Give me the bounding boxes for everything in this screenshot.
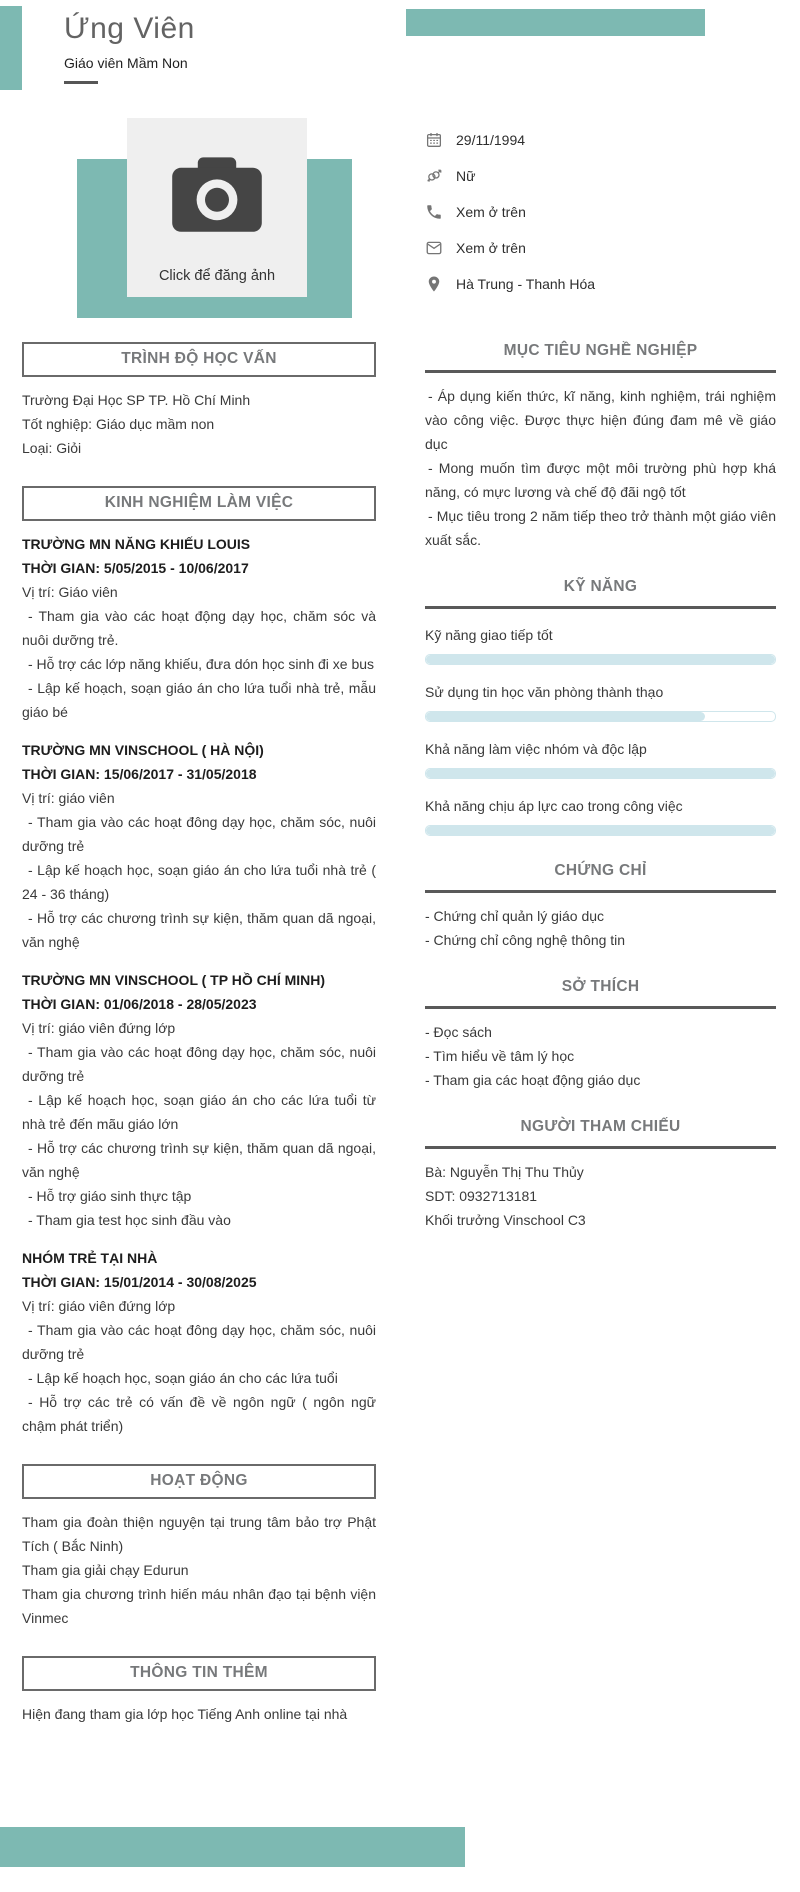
skill-item bbox=[425, 624, 776, 665]
skill-item bbox=[425, 738, 776, 779]
job-bullet: - Tham gia vào các hoạt đông dạy học, chăm sóc, nuôi dưỡng trẻ bbox=[22, 814, 376, 854]
address-value: Hà Trung - Thanh Hóa bbox=[456, 276, 596, 292]
contact-row-address bbox=[425, 266, 595, 302]
section-title-skills: KỸ NĂNG bbox=[425, 578, 776, 609]
gender-icon bbox=[425, 167, 443, 185]
candidate-name: Ứng Viên bbox=[64, 12, 195, 45]
section-education bbox=[22, 342, 376, 460]
skill-label: Khả năng làm việc nhóm và độc lập bbox=[425, 741, 647, 757]
section-title-activities: HOẠT ĐỘNG bbox=[22, 1464, 376, 1499]
section-certificates bbox=[425, 862, 776, 952]
skill-label: Sử dụng tin học văn phòng thành thạo bbox=[425, 684, 664, 700]
skill-bar-fill bbox=[426, 826, 775, 835]
education-line: Loại: Giỏi bbox=[22, 440, 82, 456]
job-entry bbox=[22, 968, 376, 1232]
job-company: TRƯỜNG MN NĂNG KHIẾU LOUIS bbox=[22, 536, 251, 552]
section-title-hobbies: SỞ THÍCH bbox=[425, 978, 776, 1009]
skill-item bbox=[425, 681, 776, 722]
identity-header bbox=[64, 12, 195, 84]
activity-line: Tham gia đoàn thiện nguyện tại trung tâm bảo trợ Phật Tích ( Bắc Ninh) bbox=[22, 1514, 376, 1554]
activity-line: Tham gia giải chạy Edurun bbox=[22, 1562, 189, 1578]
job-bullet: - Lập kế hoạch học, soạn giáo án cho các lứa tuổi bbox=[28, 1370, 338, 1386]
phone-icon bbox=[425, 203, 443, 221]
job-entry bbox=[22, 738, 376, 954]
photo-upload-label: Click để đăng ảnh bbox=[158, 268, 276, 284]
left-column bbox=[22, 342, 376, 1726]
reference-line: Khối trưởng Vinschool C3 bbox=[425, 1212, 586, 1228]
job-bullet: - Lập kế hoạch, soạn giáo án cho lứa tuổi nhà trẻ, mẫu giáo bé bbox=[22, 680, 376, 720]
accent-bar-top-right bbox=[406, 9, 705, 36]
objective-bullet: - Mong muốn tìm được một môi trường phù hợp khá năng, có mực lương và chế độ đãi ngộ tốt bbox=[425, 460, 776, 500]
job-bullet: - Tham gia vào các hoạt đông dạy học, chăm sóc, nuôi dưỡng trẻ bbox=[22, 1044, 376, 1084]
job-bullet: - Hỗ trợ các trẻ có vấn đề về ngôn ngữ ( ngôn ngữ chậm phát triển) bbox=[22, 1394, 376, 1434]
contact-row-gender bbox=[425, 158, 595, 194]
hobby-line: - Đọc sách bbox=[425, 1024, 492, 1040]
section-title-experience: KINH NGHIỆM LÀM VIỆC bbox=[22, 486, 376, 521]
column-gap bbox=[376, 342, 425, 1726]
job-bullet: - Tham gia vào các hoạt động dạy học, chăm sóc và nuôi dưỡng trẻ. bbox=[22, 608, 376, 648]
section-additional-info bbox=[22, 1656, 376, 1726]
job-position: Vị trí: giáo viên bbox=[22, 790, 115, 806]
job-time: THỜI GIAN: 5/05/2015 - 10/06/2017 bbox=[22, 560, 249, 576]
job-bullet: - Hỗ trợ giáo sinh thực tập bbox=[28, 1188, 192, 1204]
job-bullet: - Hỗ trợ các chương trình sự kiện, thăm quan dã ngoại, văn nghệ bbox=[22, 910, 376, 950]
skill-bar-fill bbox=[426, 655, 775, 664]
job-position: Vị trí: giáo viên đứng lớp bbox=[22, 1020, 176, 1036]
skill-label: Kỹ năng giao tiếp tốt bbox=[425, 627, 553, 643]
section-skills bbox=[425, 578, 776, 836]
objective-bullet: - Áp dụng kiến thức, kĩ năng, kinh nghiệm, trái nghiệm vào công việc. Được thực hiện đúng đam mê về giáo dục bbox=[425, 388, 776, 452]
section-title-education: TRÌNH ĐỘ HỌC VẤN bbox=[22, 342, 376, 377]
hobby-line: - Tham gia các hoạt động giáo dục bbox=[425, 1072, 641, 1088]
job-company: TRƯỜNG MN VINSCHOOL ( TP HỒ CHÍ MINH) bbox=[22, 972, 326, 988]
job-bullet: - Tham gia test học sinh đầu vào bbox=[28, 1212, 231, 1228]
section-title-certificates: CHỨNG CHỈ bbox=[425, 862, 776, 893]
contact-row-email bbox=[425, 230, 595, 266]
accent-bar-footer bbox=[0, 1827, 465, 1867]
section-title-additional-info: THÔNG TIN THÊM bbox=[22, 1656, 376, 1691]
section-hobbies bbox=[425, 978, 776, 1092]
job-position: Vị trí: Giáo viên bbox=[22, 584, 118, 600]
reference-line: SDT: 0932713181 bbox=[425, 1188, 538, 1204]
skill-bar bbox=[425, 711, 776, 722]
job-bullet: - Hỗ trợ các lớp năng khiếu, đưa dón học sinh đi xe bus bbox=[28, 656, 375, 672]
right-column bbox=[425, 342, 776, 1726]
job-bullet: - Hỗ trợ các chương trình sự kiện, thăm quan dã ngoại, văn nghệ bbox=[22, 1140, 376, 1180]
photo-upload-button[interactable] bbox=[127, 118, 307, 297]
objective-bullet: - Mục tiêu trong 2 năm tiếp theo trở thành một giáo viên xuất sắc. bbox=[425, 508, 776, 548]
section-title-references: NGƯỜI THAM CHIẾU bbox=[425, 1118, 776, 1149]
birthday-value: 29/11/1994 bbox=[456, 132, 526, 148]
job-bullet: - Tham gia vào các hoạt đông dạy học, chăm sóc, nuôi dưỡng trẻ bbox=[22, 1322, 376, 1362]
job-company: NHÓM TRẺ TẠI NHÀ bbox=[22, 1250, 158, 1266]
location-icon bbox=[425, 275, 443, 293]
gender-value: Nữ bbox=[456, 168, 476, 184]
title-underline bbox=[64, 81, 98, 84]
skill-bar bbox=[425, 654, 776, 665]
skill-label: Khả năng chịu áp lực cao trong công việc bbox=[425, 798, 683, 814]
job-entry bbox=[22, 532, 376, 724]
job-company: TRƯỜNG MN VINSCHOOL ( HÀ NỘI) bbox=[22, 742, 264, 758]
job-time: THỜI GIAN: 01/06/2018 - 28/05/2023 bbox=[22, 996, 257, 1012]
candidate-title: Giáo viên Mầm Non bbox=[64, 55, 188, 71]
section-references bbox=[425, 1118, 776, 1232]
skill-bar-fill bbox=[426, 712, 705, 721]
phone-value: Xem ở trên bbox=[456, 204, 526, 220]
section-activities bbox=[22, 1464, 376, 1630]
content-columns bbox=[22, 342, 776, 1726]
camera-icon bbox=[165, 154, 269, 240]
certificate-line: - Chứng chỉ công nghệ thông tin bbox=[425, 932, 626, 948]
skill-item bbox=[425, 795, 776, 836]
mail-icon bbox=[425, 239, 443, 257]
additional-info-line: Hiện đang tham gia lớp học Tiếng Anh online tại nhà bbox=[22, 1706, 348, 1722]
section-title-objective: MỤC TIÊU NGHỀ NGHIỆP bbox=[425, 342, 776, 373]
skill-bar bbox=[425, 825, 776, 836]
education-line: Tốt nghiệp: Giáo dục mầm non bbox=[22, 416, 215, 432]
skill-bar-fill bbox=[426, 769, 775, 778]
job-time: THỜI GIAN: 15/01/2014 - 30/08/2025 bbox=[22, 1274, 257, 1290]
accent-bar-top-left bbox=[0, 6, 22, 90]
email-value: Xem ở trên bbox=[456, 240, 526, 256]
contact-row-phone bbox=[425, 194, 595, 230]
job-bullet: - Lập kế hoạch học, soạn giáo án cho các lứa tuổi từ nhà trẻ đến mãu giáo lớn bbox=[22, 1092, 376, 1132]
section-experience bbox=[22, 486, 376, 1438]
reference-line: Bà: Nguyễn Thị Thu Thủy bbox=[425, 1164, 584, 1180]
education-line: Trường Đại Học SP TP. Hồ Chí Minh bbox=[22, 392, 251, 408]
contact-row-birthday bbox=[425, 122, 595, 158]
skill-bar bbox=[425, 768, 776, 779]
job-bullet: - Lập kế hoạch học, soạn giáo án cho lứa tuổi nhà trẻ ( 24 - 36 tháng) bbox=[22, 862, 376, 902]
contact-info bbox=[425, 122, 595, 302]
calendar-icon bbox=[425, 131, 443, 149]
certificate-line: - Chứng chỉ quản lý giáo dục bbox=[425, 908, 605, 924]
job-entry bbox=[22, 1246, 376, 1438]
job-position: Vị trí: giáo viên đứng lớp bbox=[22, 1298, 176, 1314]
job-time: THỜI GIAN: 15/06/2017 - 31/05/2018 bbox=[22, 766, 257, 782]
section-objective bbox=[425, 342, 776, 552]
activity-line: Tham gia chương trình hiến máu nhân đạo tại bệnh viện Vinmec bbox=[22, 1586, 376, 1626]
hobby-line: - Tìm hiểu về tâm lý học bbox=[425, 1048, 575, 1064]
